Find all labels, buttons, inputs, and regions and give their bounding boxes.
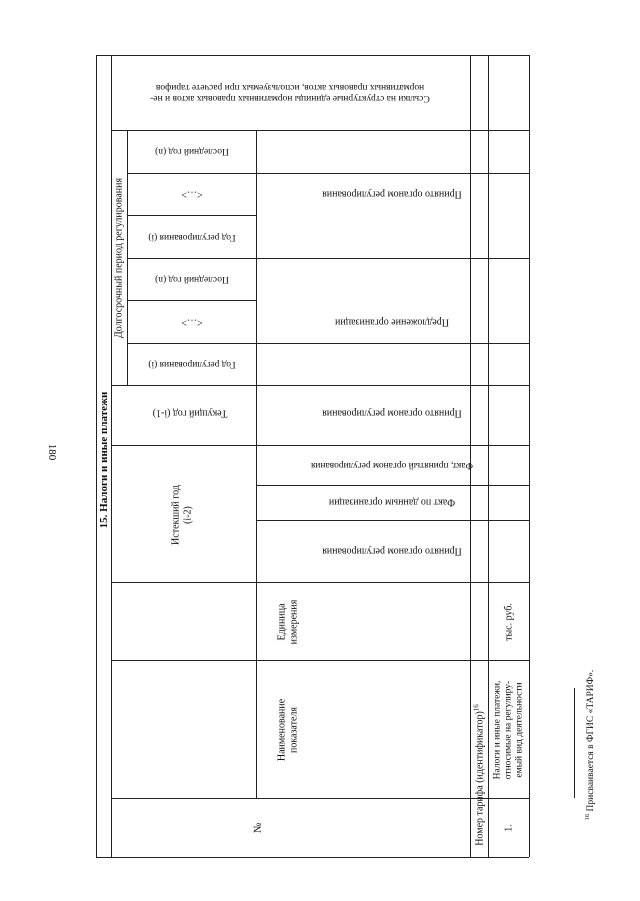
header-ellipsis-2: <…> <box>181 188 203 200</box>
header-org-proposal: Предложение организации <box>335 316 449 328</box>
footnote: $^{16}$ Присваивается в ФГИС «ТАРИФ». <box>583 669 597 821</box>
header-unit: Единица измерения <box>276 599 299 645</box>
page-number: 180 <box>46 443 58 461</box>
header-reg-year-2: Год регулирования (i) <box>148 232 236 242</box>
tariff-number-label: Номер тарифа (идентификатор)$^{16}$ <box>472 704 486 846</box>
header-references: Ссылки на структурные единицы нормативных правовых актов и не- нормативных правовых актов, используемых при расчете тарифов <box>150 82 430 103</box>
header-long-term-period: Долгосрочный период регулирования <box>113 177 125 339</box>
header-reg-year-1: Год регулирования (i) <box>148 359 236 369</box>
header-fact-org: Факт по данным организации <box>328 496 456 508</box>
header-ellipsis-1: <…> <box>181 316 203 328</box>
header-current-accepted: Принято органом регулирования <box>322 407 462 419</box>
row-number: 1. <box>503 824 515 832</box>
header-expired-year: Истекший год (i-2) <box>170 485 193 545</box>
header-last-year-2: Последний год (n) <box>155 146 229 156</box>
section-title: 15. Налоги и иные платежи <box>98 391 110 529</box>
footnote-separator <box>574 688 575 798</box>
header-fact-accepted: Факт, принятый органом регулирования <box>310 460 474 470</box>
row-unit: тыс. руб. <box>503 603 515 641</box>
header-last-year-1: Последний год (n) <box>155 274 229 284</box>
header-accepted-regulator-3: Принято органом регулирования <box>322 188 462 200</box>
header-number: № <box>252 822 264 834</box>
header-current-year: Текущий год (i-1) <box>152 407 228 419</box>
header-accepted-regulator: Принято органом регулирования <box>322 545 462 557</box>
header-indicator-name: Наименование показателя <box>276 698 299 762</box>
row-indicator-name: Налоги и иные платежи, относимые на регулиру- емый вид деятельности <box>492 680 525 780</box>
